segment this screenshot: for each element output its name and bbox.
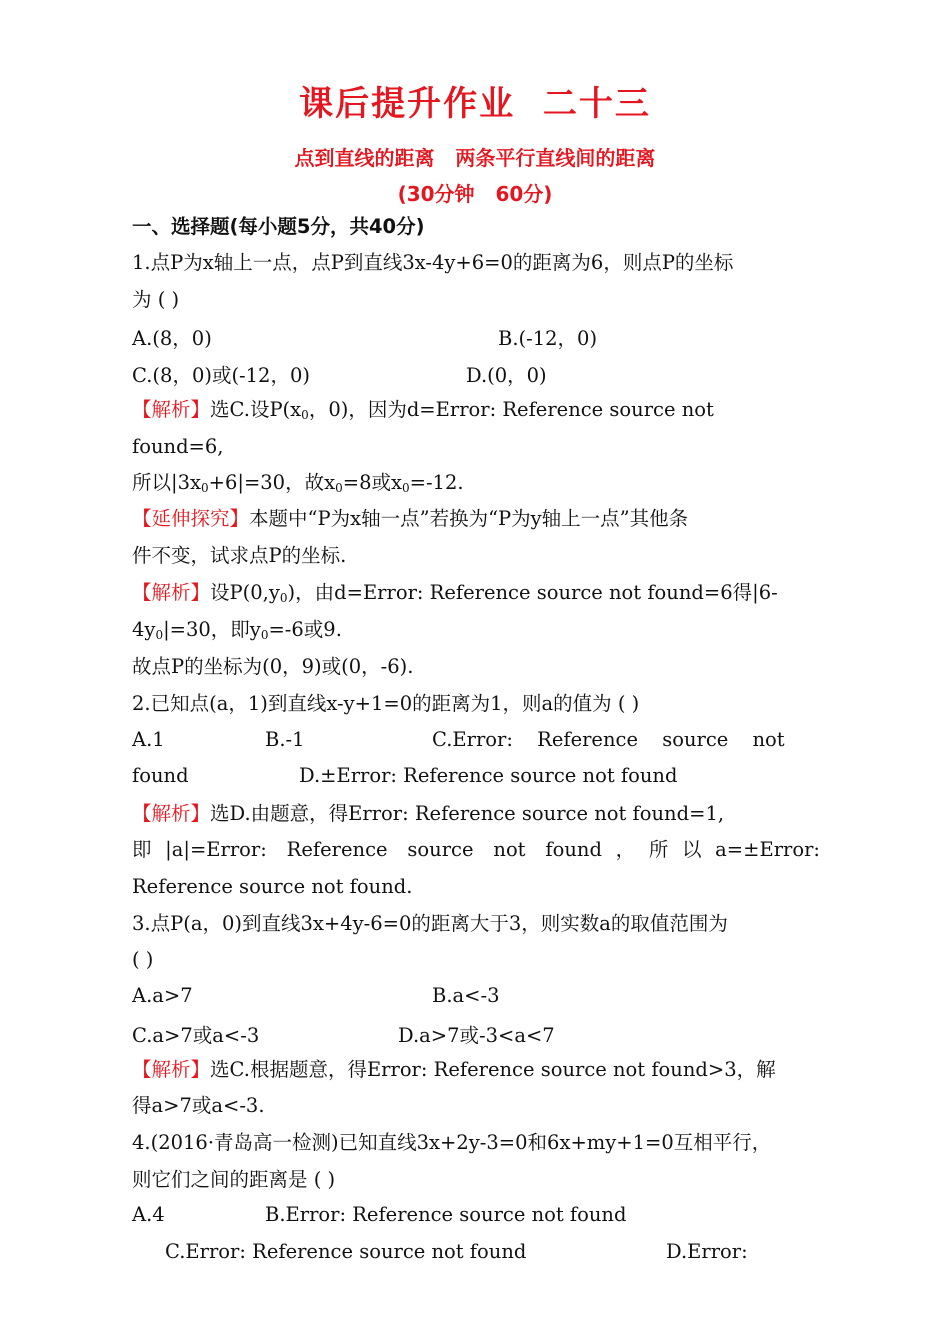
q3-option-a: A.a>7 [132, 984, 193, 1007]
analysis-tag: 【解析】 [132, 581, 211, 604]
q2-option-c-cont: found [132, 764, 189, 787]
subscript: 0 [335, 481, 343, 495]
page-title: 课后提升作业 二十三 [299, 84, 651, 124]
q2-option-a: A.1 [132, 728, 165, 751]
q1-analysis-text: 选C.设P(x [210, 398, 302, 421]
q3-analysis-text: 选C.根据题意，得Error: Reference source not found>3，解 [210, 1058, 776, 1081]
q2-analysis-text: 选D.由题意，得Error: Reference source not found=1, [210, 802, 725, 825]
q1-stem-line2: 为 ( ) [132, 288, 180, 311]
q1-analysis-line1 [132, 397, 820, 423]
analysis-tag: 【解析】 [132, 398, 211, 421]
subscript: 0 [260, 628, 269, 642]
q2-analysis-line2: 即|a|=Error: Reference source not found，所以a=±Error: [132, 838, 820, 861]
page-subtitle: 点到直线的距离 两条平行直线间的距离 [294, 146, 656, 170]
time-info: (30分钟 60分) [397, 182, 553, 206]
ext-analysis-text: )，由d=Error: Reference source not found=6得|6- [287, 581, 778, 604]
q3-analysis-line1 [132, 1057, 820, 1083]
q1-analysis-line3 [132, 470, 820, 496]
q4-option-d: D.Error: [666, 1240, 748, 1263]
subscript: 0 [301, 408, 309, 422]
ext-analysis-line2 [132, 617, 820, 643]
subscript: 0 [155, 628, 164, 642]
q4-option-a: A.4 [132, 1203, 165, 1226]
q3-stem-line1: 3.点P(a，0)到直线3x+4y-6=0的距离大于3，则实数a的取值范围为 [132, 912, 728, 935]
q2-stem: 2.已知点(a，1)到直线x-y+1=0的距离为1，则a的值为 ( ) [132, 692, 640, 715]
section-header: 一、选择题(每小题5分，共40分) [132, 215, 425, 238]
ext-analysis-text: 4y [132, 618, 156, 641]
subscript: 0 [279, 591, 288, 605]
extension-text: 本题中“P为x轴一点”若换为“P为y轴上一点”其他条 [249, 507, 689, 530]
ext-analysis-line1 [132, 580, 820, 606]
q1-analysis-text: +6|=30，故x [208, 471, 336, 494]
q2-option-b: B.-1 [265, 728, 305, 751]
q2-option-c: C.Error: Reference source not [432, 728, 785, 751]
subscript: 0 [200, 481, 209, 495]
q1-option-a: A.(8，0) [132, 327, 212, 350]
ext-analysis-text: 设P(0,y [210, 581, 280, 604]
q1-analysis-text: =-12. [409, 471, 464, 494]
q3-analysis-line2: 得a>7或a<-3. [132, 1094, 265, 1117]
q1-analysis-line2: found=6, [132, 435, 224, 458]
q2-analysis-line3: Reference source not found. [132, 875, 413, 898]
extension-line2: 件不变，试求点P的坐标. [132, 544, 347, 567]
q3-option-b: B.a<-3 [432, 984, 500, 1007]
q3-option-d: D.a>7或-3<a<7 [398, 1024, 555, 1047]
q4-stem-line2: 则它们之间的距离是 ( ) [132, 1168, 336, 1191]
ext-analysis-line3: 故点P的坐标为(0，9)或(0，-6). [132, 655, 414, 678]
q1-analysis-text: =8或x [342, 471, 402, 494]
q1-analysis-text: ，0)，因为d=Error: Reference source not [308, 398, 714, 421]
q3-stem-line2: ( ) [132, 948, 154, 971]
ext-analysis-text: =-6或9. [268, 618, 342, 641]
subscript: 0 [401, 481, 410, 495]
q4-option-b: B.Error: Reference source not found [265, 1203, 627, 1226]
analysis-tag: 【解析】 [132, 802, 211, 825]
q1-stem-line1: 1.点P为x轴上一点，点P到直线3x-4y+6=0的距离为6，则点P的坐标 [132, 251, 734, 274]
q1-analysis-text: 所以|3x [132, 471, 201, 494]
q4-stem-line1: 4.(2016·青岛高一检测)已知直线3x+2y-3=0和6x+my+1=0互相平行， [132, 1131, 772, 1154]
analysis-tag: 【解析】 [132, 1058, 211, 1081]
q3-option-c: C.a>7或a<-3 [132, 1024, 260, 1047]
q4-option-c: C.Error: Reference source not found [165, 1240, 527, 1263]
q2-analysis-line1 [132, 801, 820, 827]
q1-option-d: D.(0，0) [466, 364, 547, 387]
q2-option-d: D.±Error: Reference source not found [299, 764, 678, 787]
extension-line1 [132, 506, 820, 532]
extension-tag: 【延伸探究】 [132, 507, 250, 530]
q1-option-c: C.(8，0)或(-12，0) [132, 364, 310, 387]
q1-option-b: B.(-12，0) [498, 327, 598, 350]
ext-analysis-text: |=30，即y [163, 618, 261, 641]
